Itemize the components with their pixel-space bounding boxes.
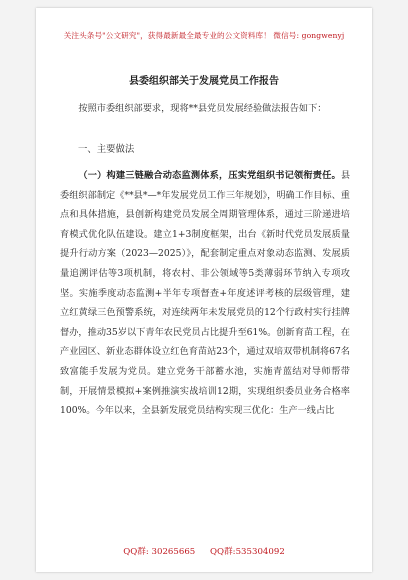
document-title: 县委组织部关于发展党员工作报告	[129, 76, 279, 87]
paragraph-1-lead: （一）构建三链融合动态监测体系，压实党组织书记领衔责任。	[78, 170, 341, 181]
document-page	[36, 8, 372, 572]
section-heading: 一、主要做法	[78, 144, 135, 155]
footer-qq-groups	[36, 545, 372, 557]
intro-paragraph: 按照市委组织部要求，现将**县党员发展经验做法报告如下：	[78, 103, 327, 114]
footer-qq-group-2: QQ群:535304092	[210, 547, 285, 557]
footer-qq-group-1: QQ群: 30265665	[123, 547, 196, 557]
header-promo-note: 关注头条号"公文研究"，获得最新最全最专业的公文资料库！ 微信号: gongwenyj	[63, 31, 345, 40]
paragraph-1-text: 县委组织部制定《**县*—*年发展党员工作三年规划》，明确工作目标、重点和具体措施，县创新构建党员发展全周期管理体系，通过三阶递进培育模式优化队伍建设。建立1+3制度框架，出台《新时代党员发展质量提升行动方案（2023—2025）》，配套制定重点对象动态监测、发展质量追溯评估等3项机制，将农村、非公领域等5类薄弱环节纳入专项攻坚。实施季度动态监测+半年专项督查+年度述评考核的层级管理，建立红黄绿三色预警系统，对连续两年未发展党员的12个行政村实行挂牌督办，推动35岁以下青年农民党员占比提升至61%。创新育苗工程，在产业园区、新业态群体设立红色育苗站23个，通过双培双带机制将67名致富能手发展为党员。建立党务干部蓄水池，实施青蓝结对导师帮带制，开展情景模拟+案例推演实战培训12期，实现组织委员业务合格率100%。今年以来，全县新发展党员结构实现三优化：生产一线占比	[60, 170, 350, 417]
paragraph-1	[60, 166, 350, 421]
